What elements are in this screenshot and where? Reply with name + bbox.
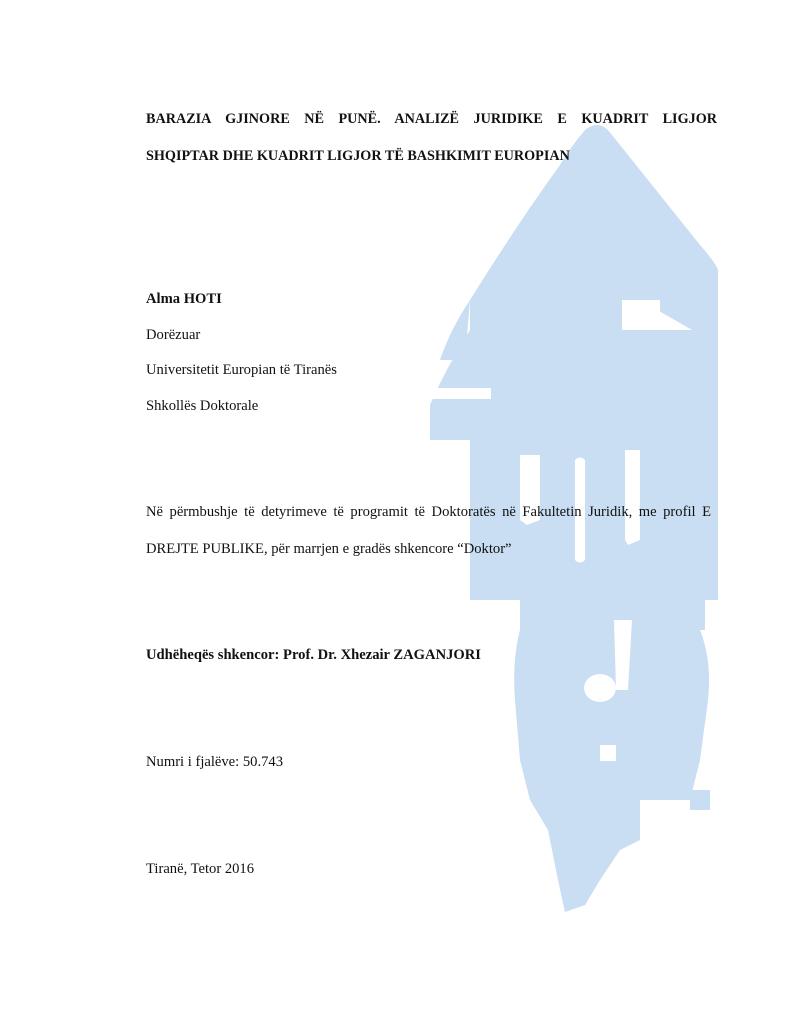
word-count: Numri i fjalëve: 50.743 — [146, 754, 283, 770]
place-date: Tiranë, Tetor 2016 — [146, 861, 255, 877]
university-name: Universitetit Europian të Tiranës — [146, 362, 337, 378]
submitted-label: Dorëzuar — [146, 327, 201, 343]
author-name: Alma HOTI — [146, 291, 222, 307]
thesis-title-line-1: BARAZIA GJINORE NË PUNË. ANALIZË JURIDIKE E KUADRIT LIGJOR — [146, 111, 717, 127]
doctoral-school: Shkollës Doktorale — [146, 398, 259, 414]
fulfillment-line-1: Në përmbushje të detyrimeve të programit të Doktoratës në Fakultetin Juridik, me profil E — [146, 504, 711, 520]
supervisor: Udhëheqës shkencor: Prof. Dr. Xhezair ZAGANJORI — [146, 647, 481, 663]
fulfillment-line-2: DREJTE PUBLIKE, për marrjen e gradës shkencore “Doktor” — [146, 541, 512, 557]
thesis-title-line-2: SHQIPTAR DHE KUADRIT LIGJOR TË BASHKIMIT EUROPIAN — [146, 148, 570, 164]
